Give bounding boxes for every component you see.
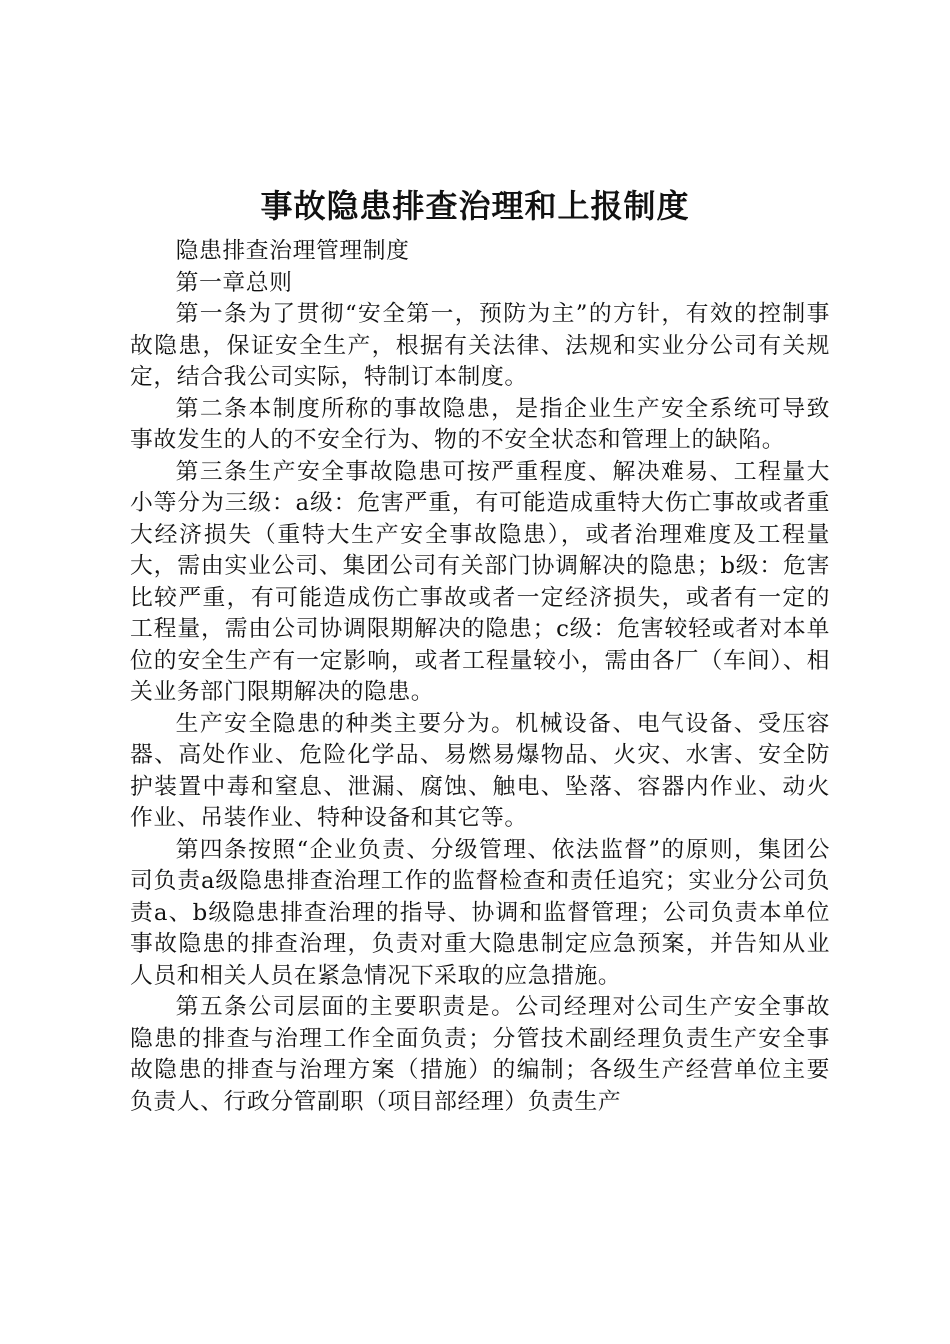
document-title: 事故隐患排查治理和上报制度 <box>260 187 690 225</box>
paragraph-chapter-heading: 第一章总则 <box>175 269 293 296</box>
paragraph-section-heading: 隐患排查治理管理制度 <box>175 238 410 264</box>
paragraph-article-1: 第一条为了贯彻“安全第一，预防为主”的方针，有效的控制事故隐患，保证安全生产，根据有关法律、法规和实业分公司有关规定，结合我公司实际，特制订本制度。 <box>130 301 830 390</box>
paragraph-article-5: 第五条公司层面的主要职责是。公司经理对公司生产安全事故隐患的排查与治理工作全面负责；分管技术副经理负责生产安全事故隐患的排查与治理方案（措施）的编制；各级生产经营单位主要负责人、行政分管副职（项目部经理）负责生产 <box>130 994 830 1115</box>
paragraph-article-4: 第四条按照“企业负责、分级管理、依法监督”的原则，集团公司负责a级隐患排查治理工作的监督检查和责任追究；实业分公司负责a、b级隐患排查治理的指导、协调和监督管理；公司负责本单位事故隐患的排查治理，负责对重大隐患制定应急预案，并告知从业人员和相关人员在紧急情况下采取的应急措施。 <box>130 836 830 989</box>
paragraph-hazard-types: 生产安全隐患的种类主要分为。机械设备、电气设备、受压容器、高处作业、危险化学品、易燃易爆物品、火灾、水害、安全防护装置中毒和窒息、泄漏、腐蚀、触电、坠落、容器内作业、动火作业、吊装作业、特种设备和其它等。 <box>130 710 830 831</box>
paragraph-article-3: 第三条生产安全事故隐患可按严重程度、解决难易、工程量大小等分为三级：a级：危害严重，有可能造成重特大伤亡事故或者重大经济损失（重特大生产安全事故隐患），或者治理难度及工程量大，需由实业公司、集团公司有关部门协调解决的隐患；b级：危害比较严重，有可能造成伤亡事故或者一定经济损失，或者有一定的工程量，需由公司协调限期解决的隐患；c级：危害较轻或者对本单位的安全生产有一定影响，或者工程量较小，需由各厂（车间）、相关业务部门限期解决的隐患。 <box>130 458 830 705</box>
paragraph-article-2: 第二条本制度所称的事故隐患，是指企业生产安全系统可导致事故发生的人的不安全行为、物的不安全状态和管理上的缺陷。 <box>130 395 830 453</box>
document-body <box>130 236 830 1118</box>
